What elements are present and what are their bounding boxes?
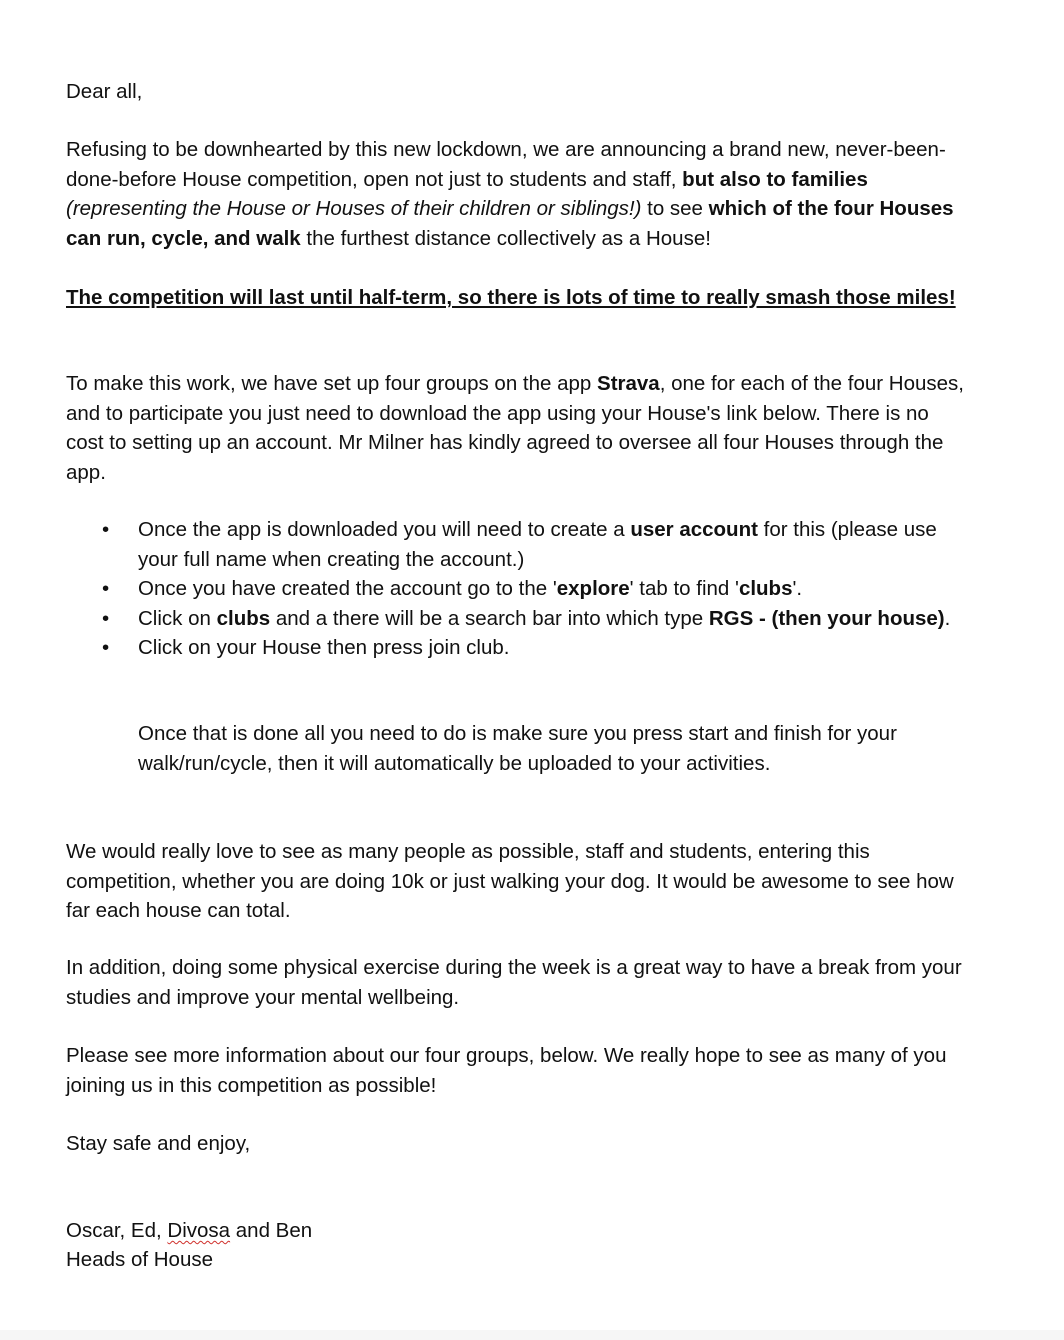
- list-item: • Click on your House then press join club.: [66, 633, 966, 663]
- instructions-list: [66, 515, 966, 663]
- intro-text-1: Refusing to be downhearted by this new lockdown, we are announcing a brand new, never-been-done-before House competition, open not just to students and staff,: [66, 138, 946, 191]
- list-item: • Once the app is downloaded you will need to create a user account for this (please use your full name when creating the account.): [66, 515, 966, 574]
- setup-text-2: , one for each of the four Houses, and to participate you just need to download the app using your House's link below. There is no cost to setting up an account. Mr Milner has kindly agreed to oversee all four Houses through the app.: [66, 372, 964, 484]
- greeting: Dear all,: [66, 80, 143, 103]
- signature-names: Oscar, Ed, Divosa and Ben: [66, 1219, 313, 1242]
- intro-paragraph: [66, 135, 966, 253]
- intro-bold-families: but also to families: [682, 167, 868, 191]
- info-paragraph: Please see more information about our four groups, below. We really hope to see as many of you joining us in this competition as possible!: [66, 1044, 947, 1097]
- signoff: Stay safe and enjoy,: [66, 1132, 251, 1155]
- setup-text-1: To make this work, we have set up four groups on the app: [66, 372, 598, 395]
- list-item: • Click on clubs and a there will be a search bar into which type RGS - (then your house).: [66, 604, 966, 634]
- intro-bold-houses: which of the four Houses can run, cycle, and walk: [66, 197, 954, 250]
- intro-italic-note: (representing the House or Houses of their children or siblings!): [66, 197, 642, 220]
- bullet-icon: •: [102, 518, 110, 541]
- misspelled-name: Divosa: [167, 1219, 231, 1242]
- participation-paragraph: We would really love to see as many people as possible, staff and students, entering this competition, whether you are doing 10k or just walking your dog. It would be awesome to see how far each house can total.: [66, 840, 954, 922]
- intro-text-4: the furthest distance collectively as a House!: [300, 226, 711, 250]
- competition-highlight: The competition will last until half-term, so there is lots of time to really smash those miles!: [66, 286, 956, 309]
- after-list-note: Once that is done all you need to do is make sure you press start and finish for your walk/run/cycle, then it will automatically be uploaded to your activities.: [138, 722, 897, 775]
- bullet-icon: •: [102, 636, 110, 659]
- bullet-icon: •: [102, 577, 110, 600]
- bullet-icon: •: [102, 606, 110, 630]
- setup-paragraph: [66, 369, 966, 487]
- list-item: • Once you have created the account go to the 'explore' tab to find 'clubs'.: [66, 574, 966, 604]
- intro-text-3: to see: [641, 197, 709, 220]
- signature-role: Heads of House: [66, 1248, 214, 1271]
- setup-bold-strava: Strava: [597, 372, 660, 395]
- wellbeing-paragraph: In addition, doing some physical exercise during the week is a great way to have a break from your studies and improve your mental wellbeing.: [66, 956, 962, 1009]
